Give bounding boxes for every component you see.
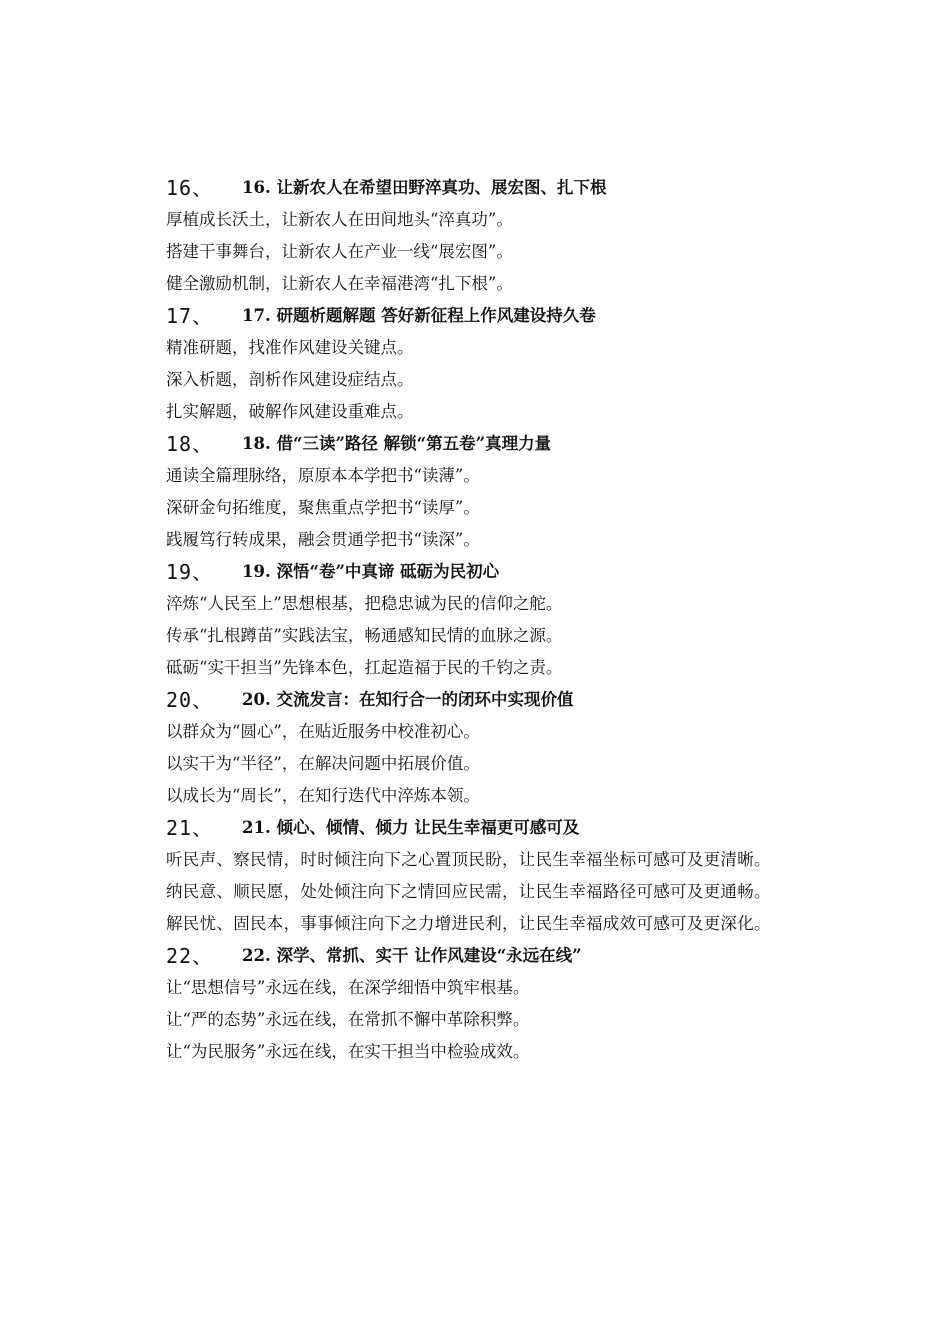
body-line: 以实干为“半径”，在解决问题中拓展价值。 <box>166 754 480 773</box>
section-19 <box>124 556 836 684</box>
section-heading <box>124 812 836 844</box>
section-heading <box>124 684 836 716</box>
section-number: 19、 <box>166 560 214 584</box>
body-line: 让“严的态势”永远在线，在常抓不懈中革除积弊。 <box>166 1010 530 1029</box>
body-line: 健全激励机制，让新农人在幸福港湾“扎下根”。 <box>166 274 513 293</box>
section-number: 16、 <box>166 176 214 200</box>
section-18 <box>124 428 836 556</box>
section-heading <box>124 428 836 460</box>
body-line: 淬炼“人民至上”思想根基，把稳忠诚为民的信仰之舵。 <box>166 594 563 613</box>
section-heading <box>124 556 836 588</box>
section-title: 19. 深悟“卷”中真谛 砥砺为民初心 <box>242 562 500 581</box>
body-paragraph: 解民忧、固民本，事事倾注向下之力增进民利，让民生幸福成效可感可及更深化。 <box>166 914 771 933</box>
body-line: 以群众为“圆心”，在贴近服务中校准初心。 <box>166 722 480 741</box>
section-title: 16. 让新农人在希望田野淬真功、展宏图、扎下根 <box>242 178 607 197</box>
body-line: 让“思想信号”永远在线，在深学细悟中筑牢根基。 <box>166 978 530 997</box>
body-line: 让“为民服务”永远在线，在实干担当中检验成效。 <box>166 1042 530 1061</box>
body-line: 扎实解题，破解作风建设重难点。 <box>166 402 414 421</box>
section-17 <box>124 300 836 428</box>
body-line: 深入析题，剖析作风建设症结点。 <box>166 370 414 389</box>
body-line: 传承“扎根蹲苗”实践法宝，畅通感知民情的血脉之源。 <box>166 626 563 645</box>
section-number: 17、 <box>166 304 214 328</box>
body-line: 砥砺“实干担当”先锋本色，扛起造福于民的千钧之责。 <box>166 658 563 677</box>
section-number: 22、 <box>166 944 214 968</box>
body-line: 以成长为“周长”，在知行迭代中淬炼本领。 <box>166 786 480 805</box>
section-number: 21、 <box>166 816 214 840</box>
section-22 <box>124 940 836 1068</box>
body-paragraph: 纳民意、顺民愿，处处倾注向下之情回应民需，让民生幸福路径可感可及更通畅。 <box>166 882 771 901</box>
body-line: 厚植成长沃土，让新农人在田间地头“淬真功”。 <box>166 210 513 229</box>
section-title: 22. 深学、常抓、实干 让作风建设“永远在线” <box>242 946 582 965</box>
section-title: 17. 研题析题解题 答好新征程上作风建设持久卷 <box>242 306 596 325</box>
body-line: 践履笃行转成果，融会贯通学把书“读深”。 <box>166 530 480 549</box>
section-number: 20、 <box>166 688 214 712</box>
section-title: 18. 借“三读”路径 解锁“第五卷”真理力量 <box>242 434 552 453</box>
section-title: 20. 交流发言：在知行合一的闭环中实现价值 <box>242 690 574 709</box>
document-body <box>124 172 836 1068</box>
section-16 <box>124 172 836 300</box>
section-21 <box>124 812 836 940</box>
body-line: 精准研题，找准作风建设关键点。 <box>166 338 414 357</box>
section-20 <box>124 684 836 812</box>
body-paragraph: 听民声、察民情，时时倾注向下之心置顶民盼，让民生幸福坐标可感可及更清晰。 <box>166 850 771 869</box>
body-line: 通读全篇理脉络，原原本本学把书“读薄”。 <box>166 466 480 485</box>
section-title: 21. 倾心、倾情、倾力 让民生幸福更可感可及 <box>242 818 580 837</box>
body-line: 搭建干事舞台，让新农人在产业一线“展宏图”。 <box>166 242 513 261</box>
body-line: 深研金句拓维度，聚焦重点学把书“读厚”。 <box>166 498 480 517</box>
section-number: 18、 <box>166 432 214 456</box>
section-heading <box>124 172 836 204</box>
section-heading <box>124 300 836 332</box>
section-heading <box>124 940 836 972</box>
